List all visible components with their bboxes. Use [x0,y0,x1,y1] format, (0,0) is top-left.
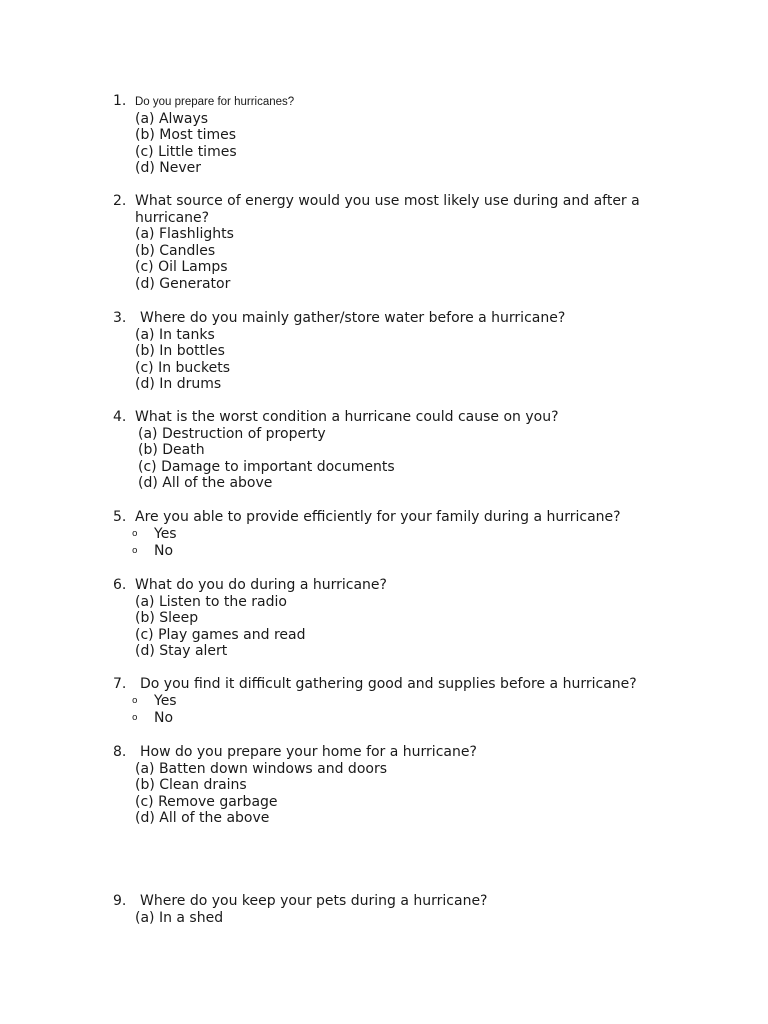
question-1-line [113,93,673,111]
question-9-line [113,893,673,910]
answer-option: (a) Always [135,110,209,127]
answer-option: (d) Generator [135,275,231,292]
bullet-marker: o [132,528,138,539]
answer-option: (c) Oil Lamps [135,259,228,276]
answer-option-label: No [154,543,174,560]
question-9 [113,893,673,926]
bullet-marker: o [132,713,138,724]
question-text: Where do you mainly gather/store water before a hurricane? [140,310,566,326]
question-number: 6. [113,577,127,593]
answer-option: (a) In a shed [135,909,224,926]
question-7-line [113,676,673,693]
question-6 [113,577,673,660]
question-1 [113,93,673,177]
answer-option: (c) Play games and read [135,626,306,643]
answer-option: (b) In bottles [135,343,225,360]
answer-option: (d) All of the above [138,475,273,492]
answer-option: (b) Candles [135,242,216,259]
answer-option: (d) Never [135,160,202,177]
question-6-line [113,577,673,594]
answer-option: (c) Remove garbage [135,793,278,810]
answer-option-label: Yes [154,692,177,709]
answer-option: (a) Flashlights [135,226,234,243]
answer-option [113,693,673,711]
question-3 [113,310,673,393]
answer-option: (a) Listen to the radio [135,593,287,610]
question-5-line [113,509,673,526]
question-5 [113,509,673,561]
answer-option: (b) Clean drains [135,777,247,794]
question-4 [113,409,673,492]
question-2 [113,193,673,293]
answer-option [113,526,673,544]
question-3-line [113,310,673,327]
answer-option-label: No [154,710,174,727]
question-text: What is the worst condition a hurricane could cause on you? [135,409,559,425]
question-text: How do you prepare your home for a hurricane? [140,744,477,760]
question-text: Are you able to provide efficiently for your family during a hurricane? [135,509,621,525]
question-8-line [113,744,673,761]
question-4-line [113,409,673,426]
answer-option: (b) Sleep [135,610,199,627]
answer-option [113,543,673,561]
question-text: Where do you keep your pets during a hurricane? [140,893,488,909]
question-number: 5. [113,509,127,525]
answer-option: (c) In buckets [135,359,230,376]
question-number: 7. [113,676,127,692]
question-text: What source of energy would you use most likely use during and after a hurricane? [135,193,640,226]
question-number: 9. [113,893,127,909]
answer-option [113,710,673,728]
bullet-marker: o [132,695,138,706]
answer-option: (d) All of the above [135,810,270,827]
bullet-marker: o [132,546,138,557]
question-text: Do you find it difficult gathering good and supplies before a hurricane? [140,676,637,692]
question-text: What do you do during a hurricane? [135,577,387,593]
question-number: 4. [113,409,127,425]
answer-option: (a) Destruction of property [138,425,326,442]
answer-option: (a) Batten down windows and doors [135,760,387,777]
answer-option: (c) Little times [135,143,237,160]
question-7 [113,676,673,728]
question-number: 2. [113,193,127,209]
answer-option-label: Yes [154,525,177,542]
question-8 [113,744,673,827]
answer-option: (d) Stay alert [135,643,228,660]
question-number: 8. [113,744,127,760]
answer-option: (a) In tanks [135,326,215,343]
answer-option: (b) Death [138,442,205,459]
question-2-line [113,193,673,226]
question-text: Do you prepare for hurricanes? [135,96,295,108]
answer-option: (c) Damage to important documents [138,458,395,475]
answer-option: (d) In drums [135,376,222,393]
question-number: 1. [113,93,127,109]
question-number: 3. [113,310,127,326]
answer-option: (b) Most times [135,127,237,144]
